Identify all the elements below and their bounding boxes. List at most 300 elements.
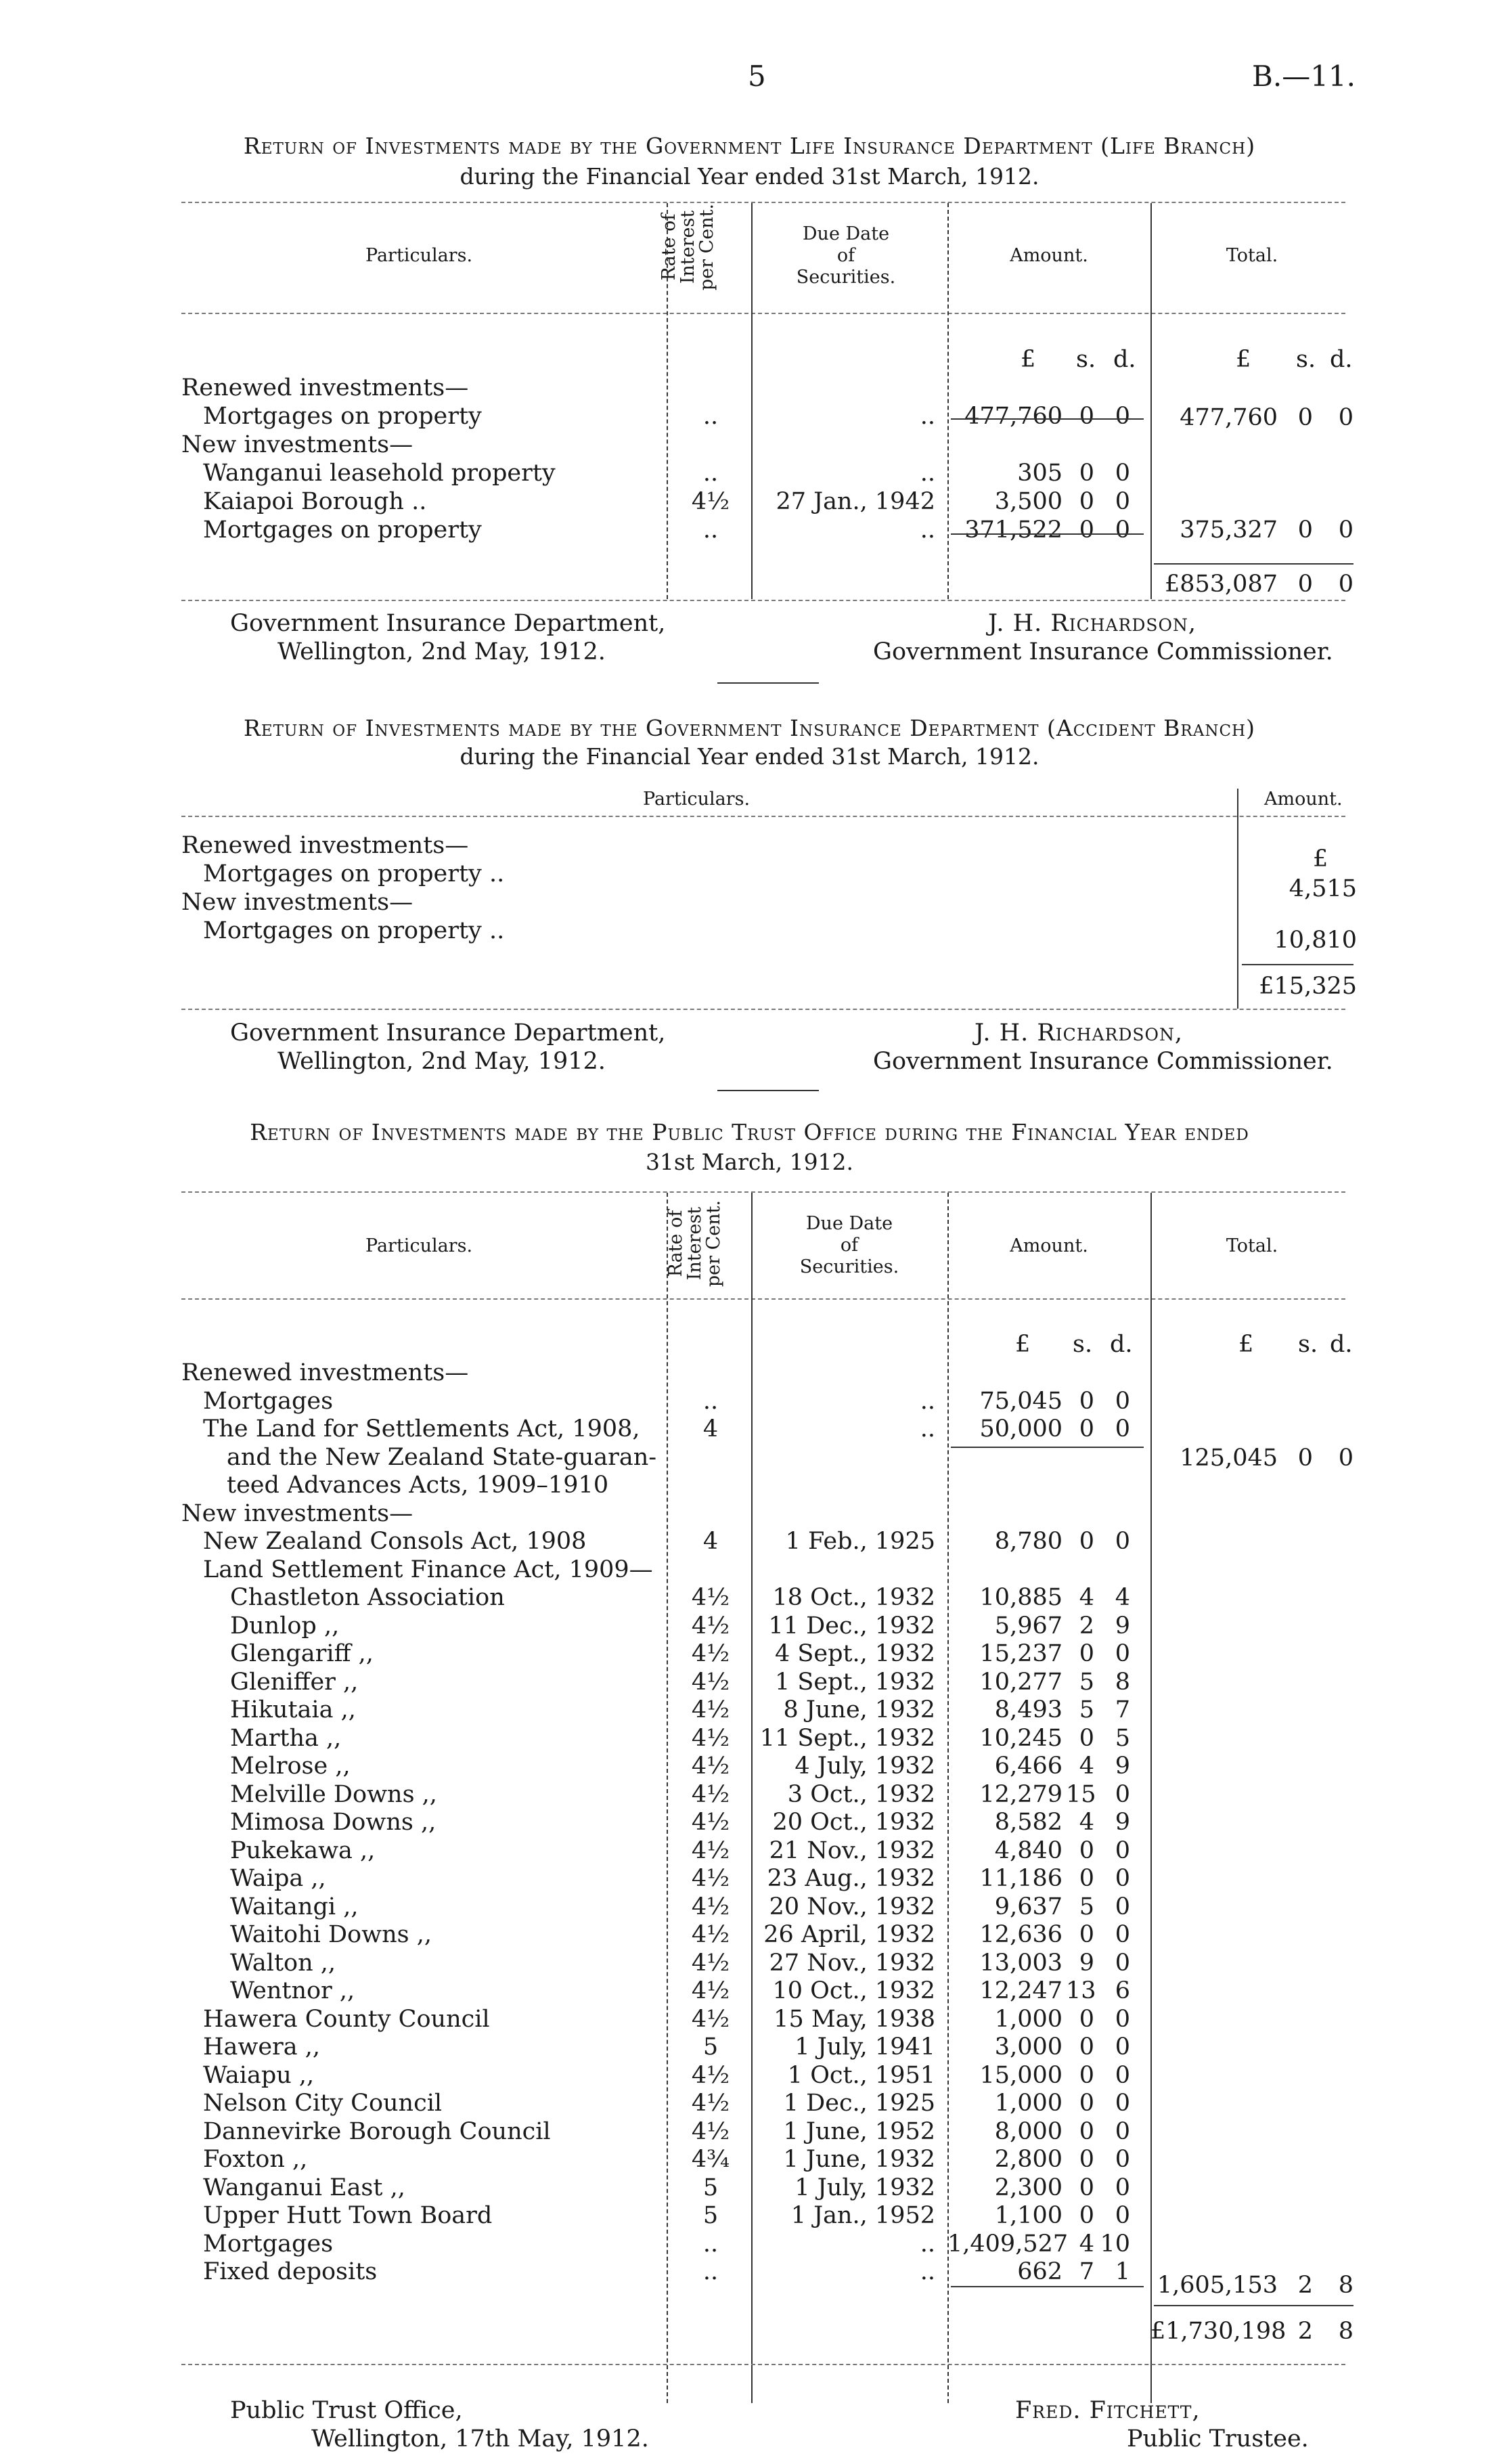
- trust-row: [0, 1471, 1499, 1499]
- trust-due: 1 July, 1932: [795, 2174, 935, 2201]
- life-total-d-head: d.: [1330, 346, 1353, 373]
- trust-amount: 15,237: [979, 1640, 1062, 1667]
- accident-sig-right-1: J. H. Richardson,: [975, 1019, 1184, 1047]
- trust-pence: 0: [1115, 1949, 1130, 1977]
- accident-label: Mortgages on property ..: [203, 917, 505, 944]
- life-amount: 477,760: [964, 403, 1062, 430]
- accident-amount: 4,515: [1289, 875, 1357, 902]
- accident-title-line2: during the Financial Year ended 31st March, 1912.: [460, 743, 1039, 770]
- trust-shillings: 0: [1079, 1921, 1094, 1948]
- accident-sig-left-2: Wellington, 2nd May, 1912.: [277, 1048, 606, 1075]
- trust-amount: 8,493: [994, 1696, 1062, 1723]
- trust-due: 18 Oct., 1932: [772, 1584, 935, 1611]
- trust-header-bottom-rule: [181, 1298, 1345, 1300]
- life-col-rate: Rate of Interest per Cent.: [658, 203, 717, 291]
- trust-amount: 11,186: [979, 1865, 1062, 1892]
- life-label: Wanganui leasehold property: [203, 460, 556, 487]
- life-col-due-2: of: [836, 245, 855, 266]
- trust-due: 1 Oct., 1951: [787, 2061, 935, 2089]
- trust-label: Fixed deposits: [203, 2258, 378, 2285]
- life-amount: 305: [1017, 460, 1062, 487]
- life-grand-total-s: 0: [1297, 571, 1313, 598]
- life-title-line2: during the Financial Year ended 31st March, 1912.: [460, 163, 1039, 190]
- trust-due: ..: [920, 2258, 935, 2285]
- trust-title-line1: Return of Investments made by the Public Trust Office during the Financial Year ended: [250, 1119, 1249, 1145]
- trust-rate: 4½: [691, 1724, 730, 1752]
- trust-total-new-row: [0, 2271, 1499, 2300]
- trust-rate: ..: [702, 1387, 719, 1415]
- trust-label: Nelson City Council: [203, 2090, 443, 2117]
- trust-shillings: 0: [1079, 2005, 1094, 2033]
- trust-due: ..: [920, 2230, 935, 2258]
- trust-currency-row: [0, 1330, 1499, 1359]
- accident-label: New investments—: [181, 889, 413, 916]
- trust-grand-total-d: 8: [1338, 2318, 1353, 2345]
- life-amount-s-head: s.: [1076, 346, 1096, 373]
- trust-label: teed Advances Acts, 1909–1910: [227, 1472, 609, 1499]
- trust-label: Hawera ,,: [203, 2033, 321, 2061]
- trust-shillings: 5: [1079, 1893, 1094, 1920]
- trust-amount: 15,000: [979, 2061, 1062, 2089]
- trust-row: [0, 1696, 1499, 1724]
- life-col-particulars: Particulars.: [365, 245, 473, 266]
- life-total-renewed-row: [0, 403, 1499, 432]
- trust-total-renewed-s: 0: [1297, 1445, 1313, 1472]
- trust-shillings: 4: [1079, 2230, 1094, 2258]
- accident-total-rule: [1242, 964, 1353, 965]
- life-total-renewed-amount: 477,760: [1180, 404, 1278, 431]
- trust-pence: 0: [1115, 1893, 1130, 1920]
- trust-amount: 10,277: [979, 1668, 1062, 1696]
- trust-rate: 4: [702, 1415, 719, 1443]
- trust-label: New Zealand Consols Act, 1908: [203, 1528, 587, 1555]
- trust-label: Wentnor ,,: [230, 1977, 355, 2004]
- trust-pence: 8: [1115, 1668, 1130, 1696]
- trust-due: 23 Aug., 1932: [767, 1865, 935, 1892]
- trust-row: [0, 1780, 1499, 1809]
- life-total-pound-head: £: [1236, 346, 1251, 373]
- trust-amount: 8,000: [994, 2117, 1062, 2145]
- trust-amount: 12,279: [979, 1780, 1062, 1808]
- life-label: New investments—: [181, 431, 413, 458]
- trust-label: Mortgages: [203, 2230, 334, 2258]
- trust-rate: 4½: [691, 1640, 730, 1667]
- accident-title-line1: Return of Investments made by the Government Insurance Department (Accident Branch): [244, 715, 1255, 741]
- trust-amount: 662: [1017, 2258, 1062, 2285]
- life-label: Kaiapoi Borough ..: [203, 488, 427, 515]
- life-rate: 4½: [691, 488, 730, 515]
- trust-row: [0, 1415, 1499, 1443]
- trust-label: New investments—: [181, 1499, 413, 1527]
- trust-row: [0, 1893, 1499, 1921]
- accident-col-amount: Amount.: [1264, 789, 1343, 810]
- trust-rate: 4½: [691, 2117, 730, 2145]
- life-shillings: 0: [1079, 516, 1094, 544]
- trust-label: Foxton ,,: [203, 2146, 308, 2173]
- trust-sig-right-2: Public Trustee.: [1127, 2425, 1309, 2452]
- trust-pence: 0: [1115, 1836, 1130, 1864]
- trust-due: 4 July, 1932: [795, 1753, 935, 1780]
- life-amount-pound-head: £: [1021, 346, 1036, 373]
- trust-due: 1 June, 1932: [783, 2146, 935, 2173]
- trust-row: [0, 1359, 1499, 1387]
- trust-table-bottom-rule: [181, 2364, 1345, 2365]
- life-col-due-3: Securities.: [796, 267, 896, 288]
- trust-due: ..: [920, 1387, 935, 1415]
- trust-pence: 0: [1115, 2090, 1130, 2117]
- trust-amount-d-head: d.: [1110, 1331, 1133, 1358]
- trust-col-particulars: Particulars.: [365, 1235, 473, 1256]
- life-row: [0, 459, 1499, 487]
- trust-due: 4 Sept., 1932: [774, 1640, 935, 1667]
- trust-shillings: 5: [1079, 1668, 1094, 1696]
- trust-shillings: 4: [1079, 1584, 1094, 1611]
- trust-label: Waitangi ,,: [230, 1893, 359, 1920]
- trust-row: [0, 1499, 1499, 1528]
- trust-pence: 0: [1115, 1921, 1130, 1948]
- trust-label: and the New Zealand State-guaran-: [227, 1443, 657, 1471]
- accident-table-bottom-rule: [181, 1009, 1345, 1010]
- trust-label: Waitohi Downs ,,: [230, 1921, 432, 1948]
- trust-shillings: 5: [1079, 1696, 1094, 1723]
- trust-due: 1 June, 1952: [783, 2117, 935, 2145]
- trust-label: Land Settlement Finance Act, 1909—: [203, 1556, 653, 1583]
- life-due: ..: [920, 403, 935, 430]
- trust-row: [0, 2061, 1499, 2090]
- trust-col-total: Total.: [1226, 1235, 1278, 1256]
- trust-due: 8 June, 1932: [783, 1696, 935, 1723]
- life-pence: 0: [1115, 488, 1130, 515]
- trust-label: Hawera County Council: [203, 2005, 490, 2033]
- trust-rate: 5: [702, 2202, 719, 2229]
- life-due: ..: [920, 460, 935, 487]
- trust-pence: 9: [1115, 1612, 1130, 1640]
- trust-header-top-rule: [181, 1191, 1345, 1193]
- trust-label: Renewed investments—: [181, 1359, 469, 1386]
- trust-rate: 4½: [691, 1949, 730, 1977]
- trust-pence: 1: [1115, 2258, 1130, 2285]
- trust-amount: 12,636: [979, 1921, 1062, 1948]
- trust-shillings: 0: [1079, 1640, 1094, 1667]
- trust-pence: 0: [1115, 1528, 1130, 1555]
- trust-pence: 9: [1115, 1753, 1130, 1780]
- life-total-new-amount: 375,327: [1180, 516, 1278, 544]
- life-grand-total-row: [0, 570, 1499, 598]
- trust-label: Melville Downs ,,: [230, 1780, 437, 1808]
- trust-rate: 4½: [691, 1921, 730, 1948]
- life-row: [0, 487, 1499, 516]
- trust-pence: 0: [1115, 1640, 1130, 1667]
- trust-pence: 4: [1115, 1584, 1130, 1611]
- trust-row: [0, 1836, 1499, 1865]
- trust-amount: 8,780: [994, 1528, 1062, 1555]
- trust-rate: 4½: [691, 1836, 730, 1864]
- trust-due: 11 Dec., 1932: [768, 1612, 935, 1640]
- trust-due: 1 Feb., 1925: [785, 1528, 935, 1555]
- trust-row: [0, 1583, 1499, 1612]
- trust-total-renewed-amount: 125,045: [1180, 1445, 1278, 1472]
- trust-row: [0, 2005, 1499, 2033]
- trust-rate: 4½: [691, 1668, 730, 1696]
- life-table-bottom-rule: [181, 600, 1345, 601]
- accident-label: Renewed investments—: [181, 832, 469, 859]
- trust-label: Waiapu ,,: [203, 2061, 315, 2089]
- trust-rate: 4½: [691, 1584, 730, 1611]
- life-amount: 3,500: [994, 488, 1062, 515]
- life-pence: 0: [1115, 403, 1130, 430]
- trust-rate: 4½: [691, 1612, 730, 1640]
- trust-amount: 13,003: [979, 1949, 1062, 1977]
- trust-label: Glengariff ,,: [230, 1640, 374, 1667]
- trust-shillings: 7: [1079, 2258, 1094, 2285]
- trust-label: Upper Hutt Town Board: [203, 2202, 493, 2229]
- trust-rate: ..: [702, 2230, 719, 2258]
- trust-pence: 0: [1115, 2174, 1130, 2201]
- trust-label: Dunlop ,,: [230, 1612, 340, 1640]
- trust-shillings: 0: [1079, 1415, 1094, 1443]
- life-shillings: 0: [1079, 488, 1094, 515]
- trust-grand-total-amount: £1,730,198: [1150, 2318, 1287, 2345]
- trust-total-new-s: 2: [1297, 2272, 1313, 2299]
- trust-row: [0, 1668, 1499, 1696]
- trust-due: 27 Nov., 1932: [769, 1949, 935, 1977]
- trust-sig-left-2: Wellington, 17th May, 1912.: [311, 2425, 649, 2452]
- trust-row: [0, 1612, 1499, 1640]
- trust-row: [0, 2117, 1499, 2146]
- trust-row: [0, 1864, 1499, 1893]
- trust-col-due-1: Due Date: [805, 1213, 893, 1234]
- life-grand-total-amount: £853,087: [1164, 571, 1278, 598]
- trust-shillings: 0: [1079, 2174, 1094, 2201]
- trust-label: Gleniffer ,,: [230, 1668, 359, 1696]
- accident-amount: 10,810: [1274, 927, 1357, 954]
- trust-amount: 8,582: [994, 1809, 1062, 1836]
- trust-amount: 12,247: [979, 1977, 1062, 2004]
- trust-rate: 5: [702, 2174, 719, 2201]
- trust-amount: 1,000: [994, 2090, 1062, 2117]
- trust-total-new-d: 8: [1338, 2272, 1353, 2299]
- trust-label: Walton ,,: [230, 1949, 336, 1977]
- trust-rate: 4½: [691, 2061, 730, 2089]
- trust-label: Dannevirke Borough Council: [203, 2117, 551, 2145]
- trust-grand-total-rule: [1154, 2305, 1353, 2306]
- trust-rate: 4½: [691, 2090, 730, 2117]
- accident-label: Mortgages on property ..: [203, 860, 505, 887]
- trust-shillings: 0: [1079, 1528, 1094, 1555]
- trust-pence: 0: [1115, 2117, 1130, 2145]
- accident-row: [0, 860, 1499, 902]
- life-label: Mortgages on property: [203, 516, 482, 544]
- life-col-total: Total.: [1226, 245, 1278, 266]
- document-reference: B.—11.: [1252, 60, 1356, 93]
- life-label: Mortgages on property: [203, 403, 482, 430]
- trust-grand-total-s: 2: [1297, 2318, 1313, 2345]
- life-currency-row: [0, 345, 1499, 374]
- trust-label: Mortgages: [203, 1387, 334, 1415]
- trust-total-pound-head: £: [1238, 1331, 1254, 1358]
- life-col-amount: Amount.: [1010, 245, 1088, 266]
- life-total-renewed-s: 0: [1297, 404, 1313, 431]
- trust-shillings: 13: [1066, 1977, 1096, 2004]
- trust-row: [0, 1977, 1499, 2005]
- trust-pence: 0: [1115, 2033, 1130, 2061]
- trust-label: Chastleton Association: [230, 1584, 505, 1611]
- accident-pound-head: £: [1313, 845, 1328, 873]
- trust-pence: 6: [1115, 1977, 1130, 2004]
- trust-shillings: 15: [1066, 1780, 1096, 1808]
- life-header-bottom-rule: [181, 313, 1345, 314]
- trust-due: 20 Oct., 1932: [772, 1809, 935, 1836]
- accident-sig-right-2: Government Insurance Commissioner.: [873, 1048, 1333, 1075]
- trust-rate: 4½: [691, 1809, 730, 1836]
- life-pence: 0: [1115, 516, 1130, 544]
- trust-label: The Land for Settlements Act, 1908,: [203, 1415, 640, 1443]
- trust-shillings: 0: [1079, 1865, 1094, 1892]
- trust-sig-right-1: Fred. Fitchett,: [1015, 2397, 1201, 2424]
- trust-due: 21 Nov., 1932: [769, 1836, 935, 1864]
- trust-label: Hikutaia ,,: [230, 1696, 356, 1723]
- trust-shillings: 0: [1079, 2061, 1094, 2089]
- trust-amount-s-head: s.: [1073, 1331, 1093, 1358]
- trust-pence: 0: [1115, 1780, 1130, 1808]
- page-number: 5: [748, 60, 766, 93]
- trust-amount: 10,245: [979, 1724, 1062, 1752]
- life-grand-total-d: 0: [1338, 571, 1353, 598]
- trust-row: [0, 2089, 1499, 2117]
- life-label: Renewed investments—: [181, 374, 469, 401]
- trust-due: 1 Jan., 1952: [790, 2202, 935, 2229]
- life-rate: ..: [702, 403, 719, 430]
- life-pence: 0: [1115, 460, 1130, 487]
- trust-amount-pound-head: £: [1015, 1331, 1031, 1358]
- trust-amount: 1,000: [994, 2005, 1062, 2033]
- life-shillings: 0: [1079, 460, 1094, 487]
- trust-label: Mimosa Downs ,,: [230, 1809, 437, 1836]
- trust-total-renewed-d: 0: [1338, 1445, 1353, 1472]
- trust-label: Martha ,,: [230, 1724, 342, 1752]
- trust-shillings: 0: [1079, 1836, 1094, 1864]
- trust-shillings: 2: [1079, 1612, 1094, 1640]
- trust-amount: 6,466: [994, 1753, 1062, 1780]
- trust-row: [0, 1640, 1499, 1668]
- life-shillings: 0: [1079, 403, 1094, 430]
- trust-due: 11 Sept., 1932: [759, 1724, 935, 1752]
- trust-pence: 9: [1115, 1809, 1130, 1836]
- trust-pence: 0: [1115, 1387, 1130, 1415]
- trust-rate: 4½: [691, 1753, 730, 1780]
- life-title-line1: Return of Investments made by the Government Life Insurance Department (Life Branch): [243, 133, 1256, 159]
- trust-pence: 0: [1115, 2005, 1130, 2033]
- trust-amount: 2,800: [994, 2146, 1062, 2173]
- trust-rate: 4½: [691, 1893, 730, 1920]
- trust-amount: 4,840: [994, 1836, 1062, 1864]
- trust-col-due-2: of: [840, 1235, 859, 1256]
- trust-row: [0, 1556, 1499, 1584]
- trust-col-amount: Amount.: [1010, 1235, 1088, 1256]
- trust-title-line2: 31st March, 1912.: [645, 1149, 854, 1175]
- trust-amount: 1,409,527: [947, 2230, 1069, 2258]
- trust-pence: 7: [1115, 1696, 1130, 1723]
- trust-label: Waipa ,,: [230, 1865, 326, 1892]
- trust-total-d-head: d.: [1330, 1331, 1353, 1358]
- trust-row: [0, 1752, 1499, 1780]
- life-col-due-1: Due Date: [802, 223, 890, 244]
- life-amount-d-head: d.: [1113, 346, 1136, 373]
- trust-pence: 10: [1100, 2230, 1130, 2258]
- life-grand-total-rule: [1154, 563, 1353, 565]
- trust-rate: 4½: [691, 1696, 730, 1723]
- trust-col-rate: Rate of Interest per Cent.: [665, 1200, 724, 1288]
- life-total-new-d: 0: [1338, 516, 1353, 544]
- life-sig-left-1: Government Insurance Department,: [230, 610, 666, 637]
- life-sig-right-2: Government Insurance Commissioner.: [873, 638, 1333, 665]
- trust-rate: 4½: [691, 1865, 730, 1892]
- life-row: [0, 374, 1499, 402]
- trust-label: Wanganui East ,,: [203, 2174, 405, 2201]
- trust-rate: 4: [702, 1528, 719, 1555]
- trust-row: [0, 2033, 1499, 2061]
- trust-shillings: 9: [1079, 1949, 1094, 1977]
- trust-pence: 0: [1115, 1865, 1130, 1892]
- trust-due: 20 Nov., 1932: [769, 1893, 935, 1920]
- trust-shillings: 0: [1079, 2090, 1094, 2117]
- trust-row: [0, 1724, 1499, 1753]
- trust-shillings: 0: [1079, 2202, 1094, 2229]
- trust-total-s-head: s.: [1298, 1331, 1318, 1358]
- trust-shillings: 0: [1079, 2117, 1094, 2145]
- trust-amount: 9,637: [994, 1893, 1062, 1920]
- trust-due: 1 Dec., 1925: [783, 2090, 935, 2117]
- trust-row: [0, 1387, 1499, 1415]
- trust-shillings: 0: [1079, 1387, 1094, 1415]
- life-sig-left-2: Wellington, 2nd May, 1912.: [277, 638, 606, 665]
- accident-row: [0, 917, 1499, 954]
- life-total-new-s: 0: [1297, 516, 1313, 544]
- trust-amount: 10,885: [979, 1584, 1062, 1611]
- trust-due: ..: [920, 1415, 935, 1443]
- trust-amount: 3,000: [994, 2033, 1062, 2061]
- life-total-new-row: [0, 516, 1499, 544]
- accident-header-rule: [181, 816, 1345, 817]
- life-total-s-head: s.: [1296, 346, 1316, 373]
- life-row: [0, 431, 1499, 459]
- trust-due: 1 Sept., 1932: [774, 1668, 935, 1696]
- section-divider-1: [717, 682, 819, 684]
- accident-total-row: [0, 972, 1499, 1000]
- accident-row: [0, 831, 1499, 860]
- trust-grand-total-row: [0, 2317, 1499, 2346]
- life-due: ..: [920, 516, 935, 544]
- trust-total-new-amount: 1,605,153: [1157, 2272, 1278, 2299]
- trust-pence: 0: [1115, 2202, 1130, 2229]
- trust-shillings: 4: [1079, 1809, 1094, 1836]
- trust-row: [0, 2174, 1499, 2202]
- life-rate: ..: [702, 516, 719, 544]
- trust-due: 15 May, 1938: [774, 2005, 935, 2033]
- trust-total-renewed-row: [0, 1444, 1499, 1472]
- trust-label: Melrose ,,: [230, 1753, 351, 1780]
- trust-amount: 5,967: [994, 1612, 1062, 1640]
- trust-rate: 4½: [691, 1977, 730, 2004]
- trust-amount: 1,100: [994, 2202, 1062, 2229]
- life-header-top-rule: [181, 202, 1345, 203]
- accident-sig-left-1: Government Insurance Department,: [230, 1019, 666, 1047]
- trust-row: [0, 2230, 1499, 2258]
- life-sig-right-1: J. H. Richardson,: [988, 610, 1197, 637]
- trust-rate: 4¾: [691, 2146, 730, 2173]
- section-divider-2: [717, 1090, 819, 1091]
- trust-row: [0, 1527, 1499, 1556]
